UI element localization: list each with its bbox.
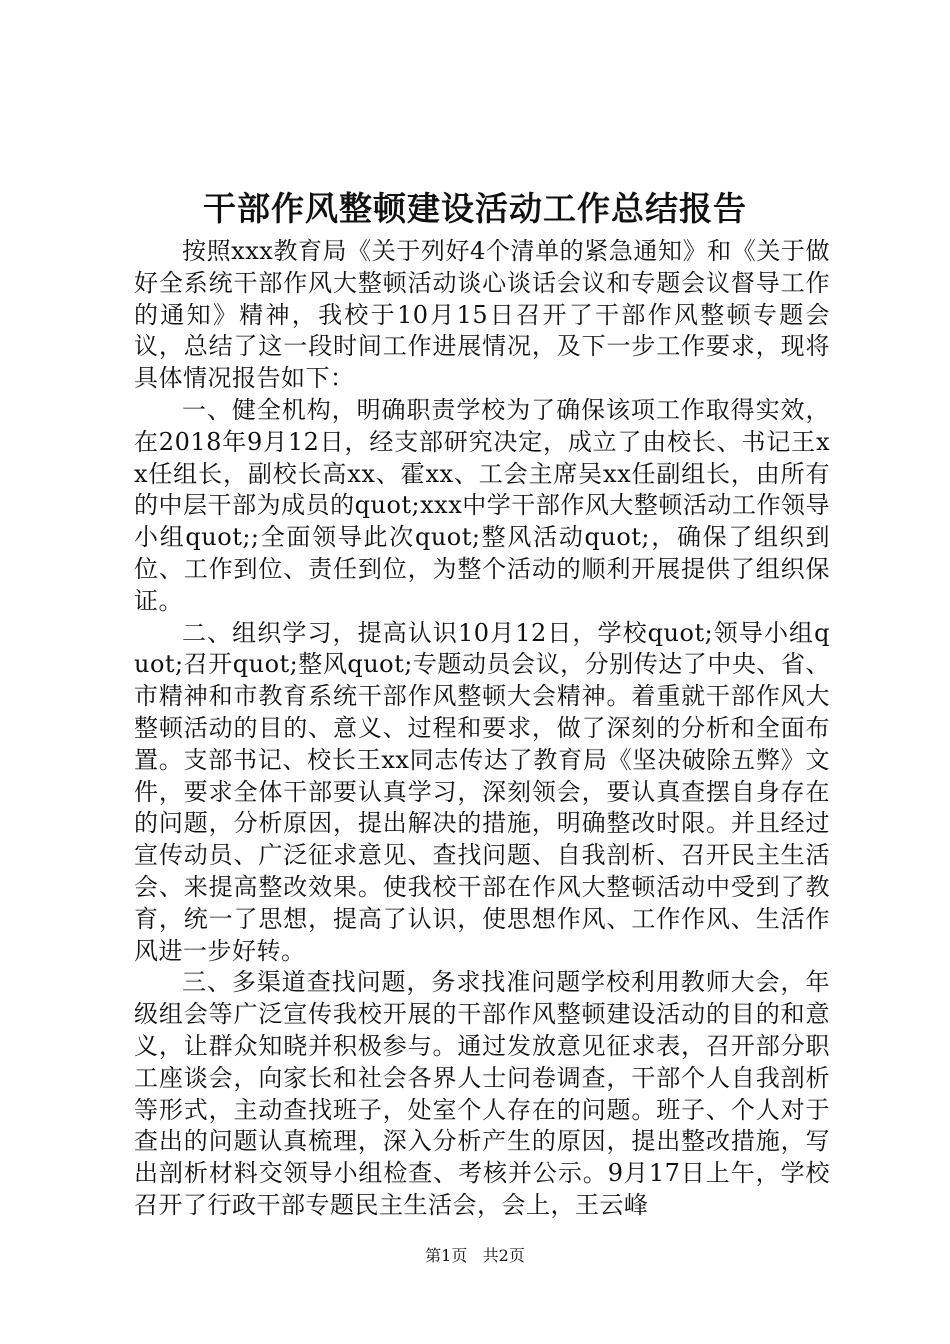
paragraph-intro: 按照xxx教育局《关于列好4个清单的紧急通知》和《关于做好全系统干部作风大整顿活动谈心谈话会议和专题会议督导工作的通知》精神，我校于10月15日召开了干部作风整顿专题会议，总结了这一段时间工作进展情况，及下一步工作要求，现将具体情况报告如下： <box>134 237 830 393</box>
paragraph-section-3: 三、多渠道查找问题，务求找准问题学校利用教师大会，年级组会等广泛宣传我校开展的干部作风整顿建设活动的目的和意义，让群众知晓并积极参与。通过发放意见征求表，召开部分职工座谈会，向家长和社会各界人士问卷调查，干部个人自我剖析等形式，主动查找班子，处室个人存在的问题。班子、个人对于查出的问题认真梳理，深入分析产生的原因，提出整改措施，写出剖析材料交领导小组检查、考核并公示。9月17日上午，学校召开了行政干部专题民主生活会，会上，王云峰 <box>134 968 830 1219</box>
document-body <box>134 236 830 1222</box>
paragraph-section-1: 一、健全机构，明确职责学校为了确保该项工作取得实效，在2018年9月12日，经支部研究决定，成立了由校长、书记王xx任组长，副校长高xx、霍xx、工会主席吴xx任副组长，由所有的中层干部为成员的quot;xxx中学干部作风大整顿活动工作领导小组quot;;全面领导此次quot;整风活动quot;，确保了组织到位、工作到位、责任到位，为整个活动的顺利开展提供了组织保证。 <box>134 395 830 615</box>
page-footer <box>0 1244 950 1268</box>
document-title: 干部作风整顿建设活动工作总结报告 <box>203 189 747 228</box>
page-total: 共2页 <box>482 1246 525 1265</box>
page-number: 第1页 <box>425 1246 468 1265</box>
paragraph-section-2: 二、组织学习，提高认识10月12日，学校quot;领导小组quot;召开quot;整风quot;专题动员会议，分别传达了中央、省、市精神和市教育系统干部作风整顿大会精神。着重就干部作风大整顿活动的目的、意义、过程和要求，做了深刻的分析和全面布置。支部书记、校长王xx同志传达了教育局《坚决破除五弊》文件，要求全体干部要认真学习，深刻领会，要认真查摆自身存在的问题，分析原因，提出解决的措施，明确整改时限。并且经过宣传动员、广泛征求意见、查找问题、自我剖析、召开民主生活会、来提高整改效果。使我校干部在作风大整顿活动中受到了教育，统一了思想，提高了认识，使思想作风、工作作风、生活作风进一步好转。 <box>134 618 830 965</box>
